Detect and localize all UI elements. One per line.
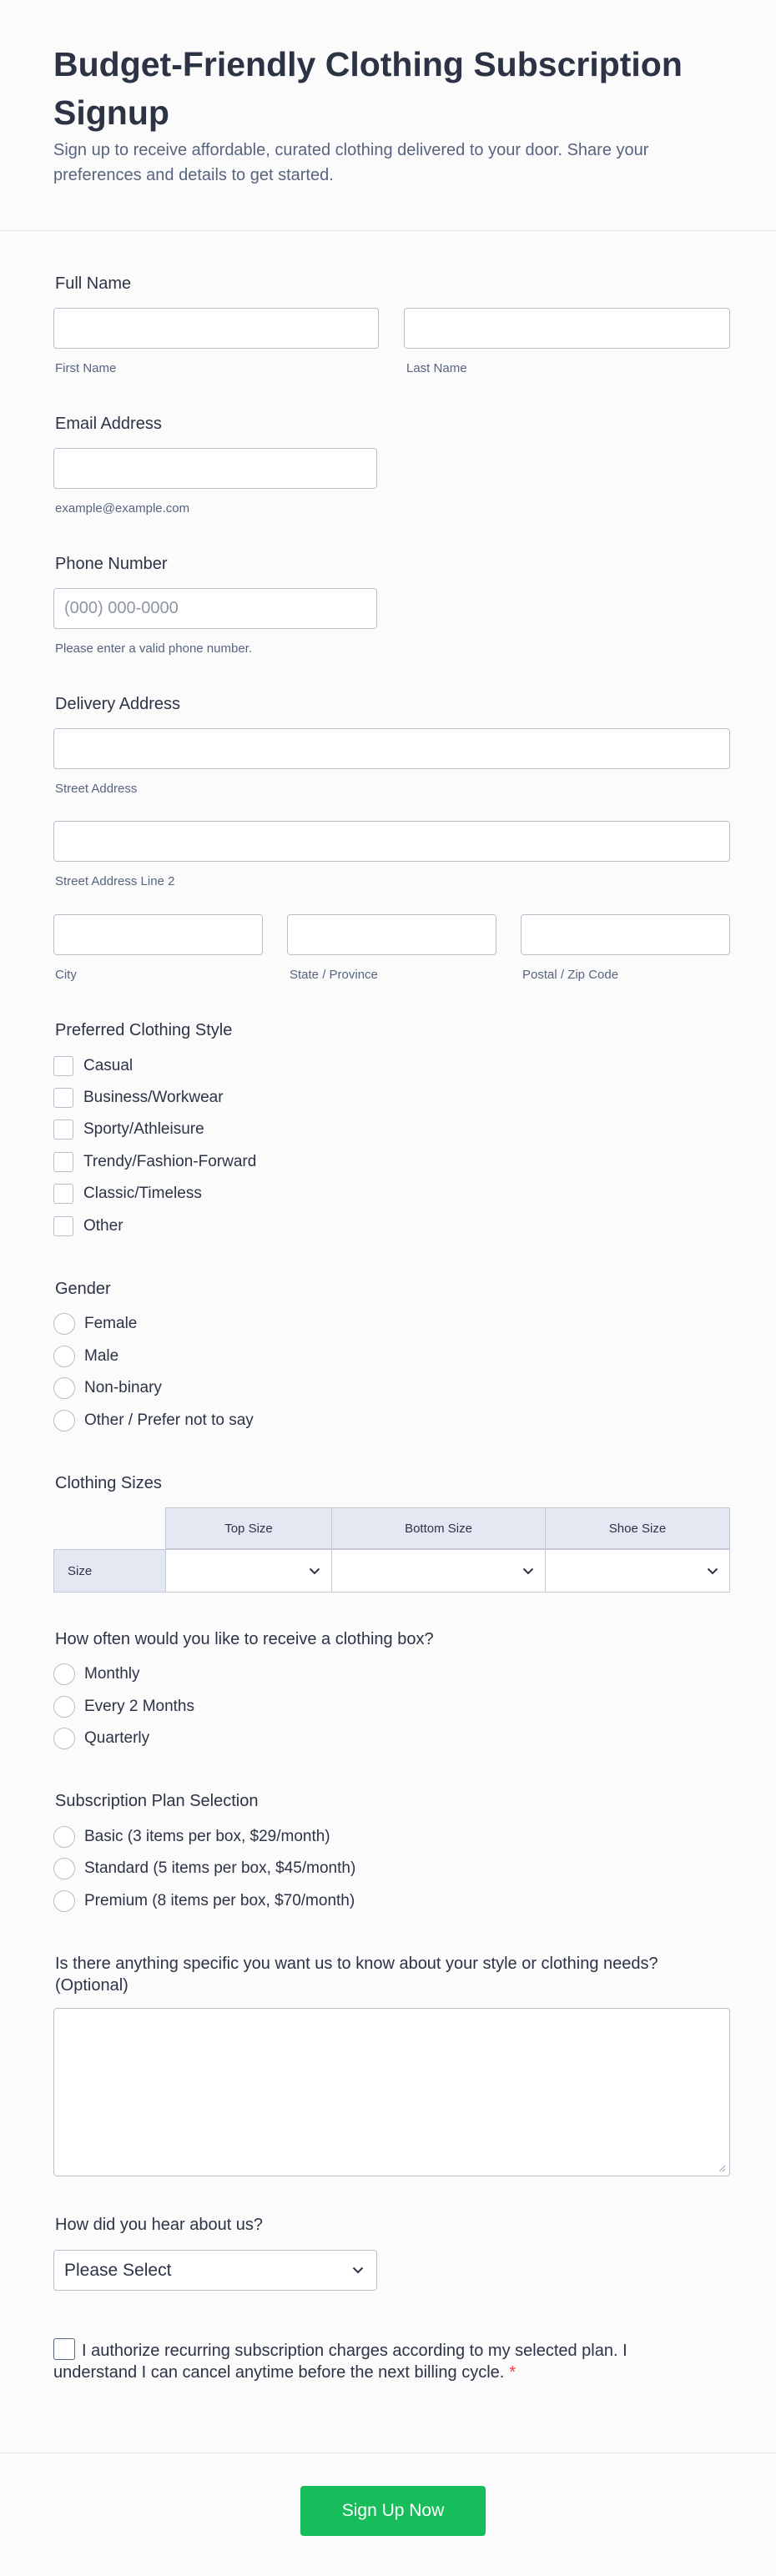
checkbox[interactable] — [53, 1056, 73, 1076]
option-label: Every 2 Months — [84, 1698, 194, 1715]
radio-button[interactable] — [53, 1663, 75, 1685]
checkbox[interactable] — [53, 1088, 73, 1108]
zip-sublabel: Postal / Zip Code — [522, 968, 619, 982]
referral-dropdown[interactable] — [53, 2250, 377, 2291]
option-label: Non-binary — [84, 1379, 162, 1396]
checkbox[interactable] — [53, 1184, 73, 1204]
state-sublabel: State / Province — [290, 968, 378, 982]
phone-placeholder: (000) 000-0000 — [64, 599, 179, 617]
plan-option-standard[interactable] — [53, 1857, 355, 1880]
option-label: Business/Workwear — [83, 1089, 224, 1106]
checkbox[interactable] — [53, 1152, 73, 1172]
full-name-label: Full Name — [55, 274, 132, 293]
first-name-input[interactable] — [53, 308, 379, 349]
referral-selected: Please Select — [64, 2260, 172, 2280]
style-option-sporty[interactable] — [53, 1118, 204, 1141]
option-label: Male — [84, 1347, 119, 1365]
gender-option-female[interactable] — [53, 1312, 137, 1336]
form-subtitle: Sign up to receive affordable, curated clothing delivered to your door. Share your preferences and details to get started. — [53, 141, 649, 184]
chevron-down-icon — [306, 1562, 323, 1579]
last-name-input[interactable] — [404, 308, 730, 349]
shoe-size-select[interactable] — [545, 1549, 730, 1592]
referral-label: How did you hear about us? — [55, 2216, 264, 2234]
resize-handle-icon[interactable] — [718, 2164, 726, 2172]
radio-button[interactable] — [53, 1410, 75, 1431]
radio-button[interactable] — [53, 1826, 75, 1848]
frequency-option-quarterly[interactable] — [53, 1727, 149, 1750]
plan-option-premium[interactable] — [53, 1889, 355, 1913]
option-label: Classic/Timeless — [83, 1185, 202, 1202]
option-label: Monthly — [84, 1665, 140, 1683]
radio-button[interactable] — [53, 1313, 75, 1335]
radio-button[interactable] — [53, 1858, 75, 1879]
form-header — [0, 0, 776, 231]
email-label: Email Address — [55, 415, 162, 433]
notes-textarea[interactable] — [53, 2008, 730, 2176]
consent-text: I authorize recurring subscription charges according to my selected plan. I understand I can cancel anytime before the next billing cycle. — [53, 2342, 627, 2382]
frequency-label: How often would you like to receive a clothing box? — [55, 1630, 434, 1648]
phone-input[interactable] — [53, 588, 377, 629]
option-label: Trendy/Fashion-Forward — [83, 1153, 257, 1170]
city-input[interactable] — [53, 914, 263, 955]
radio-button[interactable] — [53, 1696, 75, 1718]
email-input[interactable] — [53, 448, 377, 489]
matrix-header-top-size: Top Size — [165, 1507, 332, 1549]
radio-button[interactable] — [53, 1728, 75, 1749]
street-address-input[interactable] — [53, 728, 730, 769]
option-label: Female — [84, 1315, 138, 1332]
checkbox[interactable] — [53, 1119, 73, 1140]
plan-option-basic[interactable] — [53, 1825, 330, 1849]
street-address-line2-input[interactable] — [53, 821, 730, 862]
option-label: Casual — [83, 1057, 134, 1074]
last-name-sublabel: Last Name — [406, 361, 467, 375]
sizes-matrix — [53, 1507, 730, 1592]
notes-label: Is there anything specific you want us to know about your style or clothing needs? (Optional) — [55, 1955, 658, 1995]
consent-checkbox[interactable] — [53, 2338, 75, 2360]
gender-label: Gender — [55, 1280, 111, 1298]
street-address-line2-sublabel: Street Address Line 2 — [55, 874, 175, 888]
email-sublabel: example@example.com — [55, 501, 190, 516]
gender-option-nonbinary[interactable] — [53, 1376, 162, 1400]
state-input[interactable] — [287, 914, 496, 955]
style-option-business[interactable] — [53, 1086, 224, 1109]
option-label: Premium (8 items per box, $70/month) — [84, 1892, 355, 1909]
style-option-casual[interactable] — [53, 1054, 133, 1078]
matrix-header-bottom-size: Bottom Size — [331, 1507, 546, 1549]
style-label: Preferred Clothing Style — [55, 1021, 233, 1039]
option-label: Other — [83, 1217, 123, 1235]
required-mark: * — [509, 2363, 516, 2382]
top-size-select[interactable] — [165, 1549, 332, 1592]
style-option-other[interactable] — [53, 1215, 123, 1238]
checkbox[interactable] — [53, 1216, 73, 1236]
style-option-classic[interactable] — [53, 1182, 202, 1205]
option-label: Sporty/Athleisure — [83, 1120, 204, 1138]
radio-button[interactable] — [53, 1377, 75, 1399]
option-label: Standard (5 items per box, $45/month) — [84, 1859, 356, 1877]
frequency-option-every-2-months[interactable] — [53, 1695, 194, 1718]
street-address-sublabel: Street Address — [55, 782, 138, 796]
sign-up-button[interactable]: Sign Up Now — [300, 2486, 486, 2536]
sizes-label: Clothing Sizes — [55, 1474, 162, 1492]
form-footer — [0, 2453, 776, 2576]
city-sublabel: City — [55, 968, 77, 982]
chevron-down-icon — [704, 1562, 721, 1579]
style-option-trendy[interactable] — [53, 1150, 256, 1174]
matrix-row-label: Size — [53, 1549, 166, 1592]
radio-button[interactable] — [53, 1346, 75, 1367]
option-label: Other / Prefer not to say — [84, 1411, 254, 1429]
frequency-option-monthly[interactable] — [53, 1663, 140, 1686]
bottom-size-select[interactable] — [331, 1549, 546, 1592]
matrix-header-shoe-size: Shoe Size — [545, 1507, 730, 1549]
option-label: Quarterly — [84, 1729, 150, 1747]
zip-input[interactable] — [521, 914, 730, 955]
plan-label: Subscription Plan Selection — [55, 1792, 259, 1810]
form-title: Budget-Friendly Clothing Subscription Signup — [53, 45, 683, 132]
first-name-sublabel: First Name — [55, 361, 117, 375]
address-label: Delivery Address — [55, 695, 181, 713]
option-label: Basic (3 items per box, $29/month) — [84, 1828, 330, 1845]
gender-option-male[interactable] — [53, 1345, 118, 1368]
consent-field — [53, 2338, 637, 2383]
gender-option-other[interactable] — [53, 1409, 254, 1432]
radio-button[interactable] — [53, 1890, 75, 1912]
phone-label: Phone Number — [55, 555, 168, 573]
phone-sublabel: Please enter a valid phone number. — [55, 641, 252, 656]
chevron-down-icon — [520, 1562, 537, 1579]
chevron-down-icon — [350, 2262, 366, 2279]
